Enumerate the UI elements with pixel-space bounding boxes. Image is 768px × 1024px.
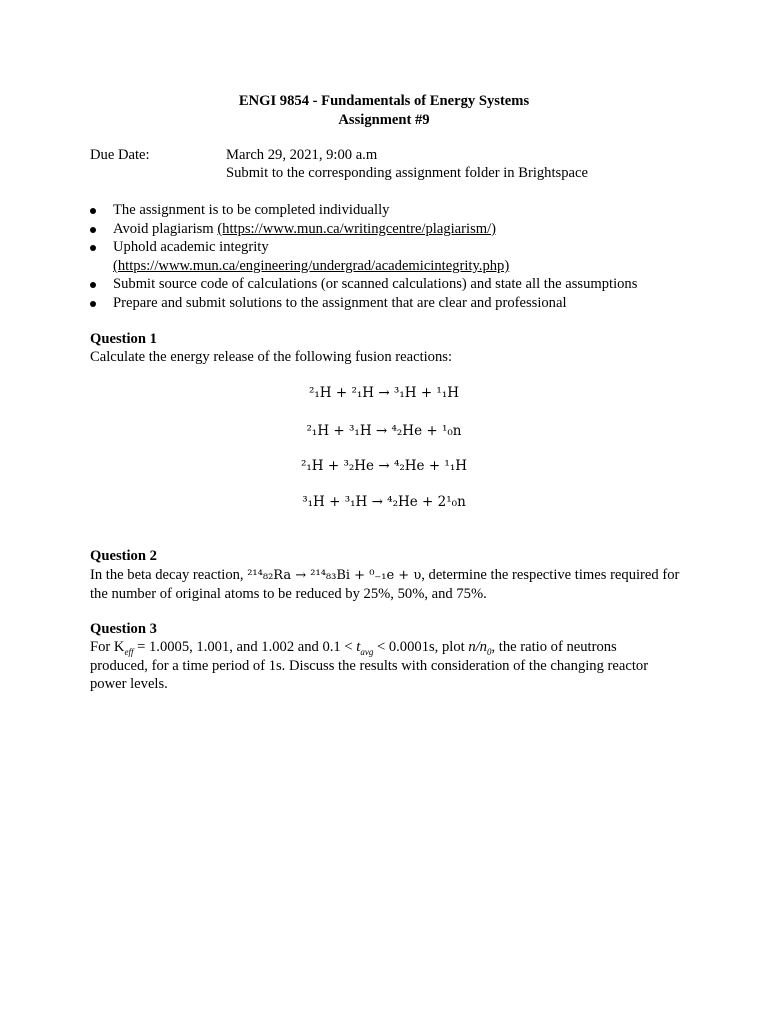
list-item-text: Uphold academic integrity [113,239,269,255]
question-2-line-2: the number of original atoms to be reduced by 25%, 50%, and 75%. [90,586,487,602]
reaction-4: ³₁H + ³₁H → ⁴₂He + 2¹₀n [302,494,466,510]
question-1-text: Calculate the energy release of the following fusion reactions: [90,349,453,365]
question-3-line-2: produced, for a time period of 1s. Discuss the results with consideration of the changing reactor [90,658,649,674]
question-1-heading: Question 1 [90,331,157,347]
bullet-icon [90,301,96,307]
reaction-2: ²₁H + ³₁H → ⁴₂He + ¹₀n [306,423,462,439]
q3-text-a: For K [90,639,125,655]
question-2-text-after: , determine the respective times required for [421,567,680,583]
question-3-heading: Question 3 [90,621,157,637]
question-2-text-before: In the beta decay reaction, [90,567,248,583]
due-date-value: March 29, 2021, 9:00 a.m [226,147,378,163]
bullet-icon [90,227,96,233]
question-3-line-1 [90,638,617,657]
t-symbol: t [356,639,361,655]
question-2-heading: Question 2 [90,548,157,564]
keff-subscript: eff [124,646,134,657]
list-item-text: Avoid plagiarism [113,221,218,237]
academic-integrity-link[interactable]: (https://www.mun.ca/engineering/undergrad/academicintegrity.php) [113,258,510,274]
submission-instructions: Submit to the corresponding assignment folder in Brightspace [226,165,588,181]
assignment-title: Assignment #9 [338,112,430,128]
list-item-text: Submit source code of calculations (or scanned calculations) and state all the assumptions [113,276,638,292]
question-3-line-3: power levels. [90,676,168,692]
beta-decay-reaction: ²¹⁴₈₂Ra → ²¹⁴₈₃Bi + ⁰₋₁e + υ [247,568,422,583]
due-date-label: Due Date: [90,147,150,163]
tavg-subscript: avg [360,646,374,657]
q3-text-c: < 0.0001s, plot [373,639,469,655]
course-title: ENGI 9854 - Fundamentals of Energy Systems [238,93,530,109]
reaction-3: ²₁H + ³₂He → ⁴₂He + ¹₁H [300,458,468,474]
bullet-icon [90,245,96,251]
reaction-1: ²₁H + ²₁H → ³₁H + ¹₁H [308,385,460,401]
question-2-line-1 [90,566,679,586]
bullet-icon [90,208,96,214]
list-item-text: The assignment is to be completed individually [113,202,390,218]
ratio-subscript: 0 [486,646,492,657]
q3-text-d: , the ratio of neutrons [491,639,617,655]
plagiarism-link[interactable]: (https://www.mun.ca/writingcentre/plagiarism/) [217,221,497,237]
q3-text-b: = 1.0005, 1.001, and 1.002 and 0.1 < [133,639,357,655]
bullet-icon [90,282,96,288]
ratio-symbol: n/n [468,639,487,655]
list-item-text: Prepare and submit solutions to the assignment that are clear and professional [113,295,567,311]
